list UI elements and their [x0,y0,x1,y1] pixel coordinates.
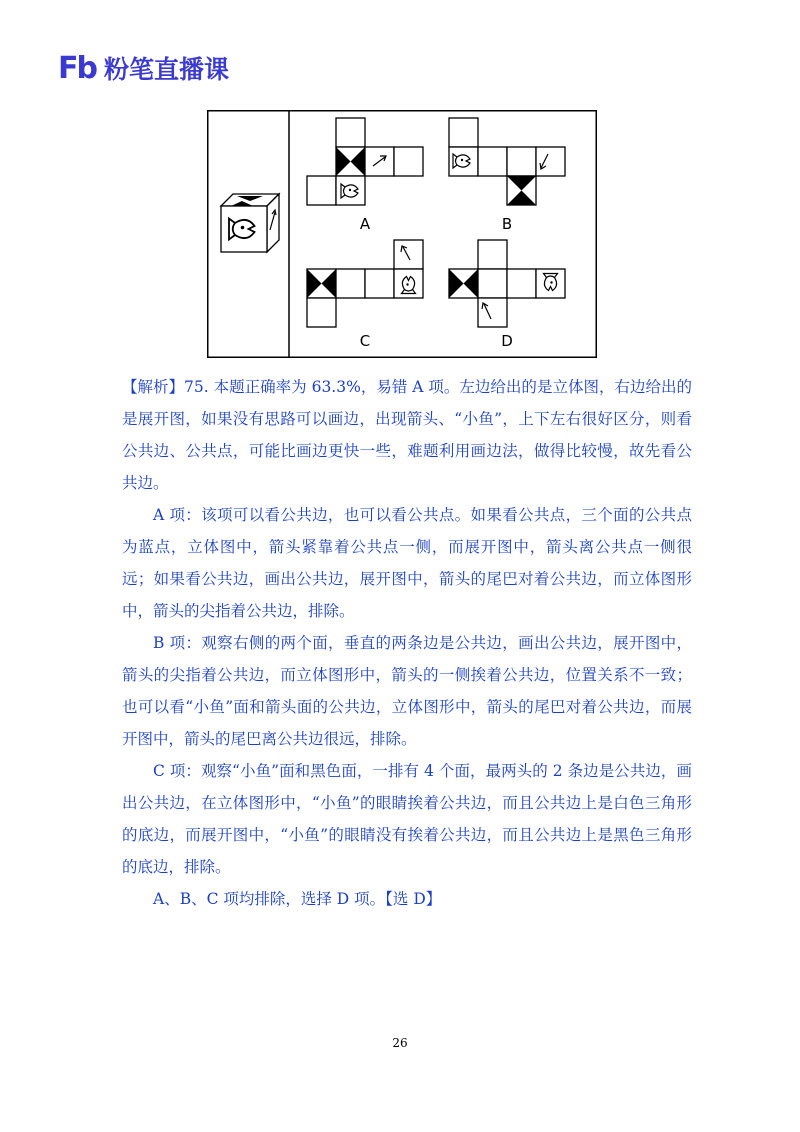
cube-3d [221,194,279,252]
cube-figure [207,110,597,358]
net-option-b [449,118,565,205]
analysis-paragraph-c: C 项：观察“小鱼”面和黑色面，一排有 4 个面，最两头的 2 条边是公共边，画出公共边，在立体图形中，“小鱼”的眼睛挨着公共边，而且公共边上是白色三角形的底边，而展开图中，“小鱼”的眼睛没有挨着公共边，而且公共边上是黑色三角形的底边，排除。 [122,762,692,876]
brand-logo [58,48,229,88]
net-option-a [307,118,423,205]
net-option-c [307,240,423,327]
analysis-paragraph-a: A 项：该项可以看公共边，也可以看公共点。如果看公共点，三个面的公共点为蓝点，立体图中，箭头紧靠着公共点一侧，而展开图中，箭头离公共点一侧很远；如果看公共边，画出公共边，展开图中，箭头的尾巴对着公共边，而立体图形中，箭头的尖指着公共边，排除。 [122,506,692,620]
logo-text: 粉笔直播课 [103,55,229,84]
net-option-d [449,240,565,327]
analysis-paragraph-intro: 【解析】75. 本题正确率为 63.3%，易错 A 项。左边给出的是立体图，右边给出的是展开图，如果没有思路可以画边，出现箭头、“小鱼”，上下左右很好区分，则看公共边、公共点，可能比画边更快一些，难题利用画边法，做得比较慢，故先看公共边。 [122,378,692,492]
page-number: 26 [392,1036,408,1050]
analysis-text [122,371,692,915]
analysis-paragraph-answer: A、B、C 项均排除，选择 D 项。【选 D】 [153,890,442,908]
option-label-a: A [359,215,371,233]
option-label-d: D [501,332,513,350]
analysis-paragraph-b: B 项：观察右侧的两个面，垂直的两条边是公共边，画出公共边，展开图中，箭头的尖指着公共边，而立体图形中，箭头的一侧挨着公共边，位置关系不一致；也可以看“小鱼”面和箭头面的公共边，立体图形中，箭头的尾巴对着公共边，而展开图中，箭头的尾巴离公共边很远，排除。 [122,634,692,748]
logo-mark: Fb [58,50,96,86]
option-label-b: B [501,215,513,233]
option-label-c: C [359,332,371,350]
